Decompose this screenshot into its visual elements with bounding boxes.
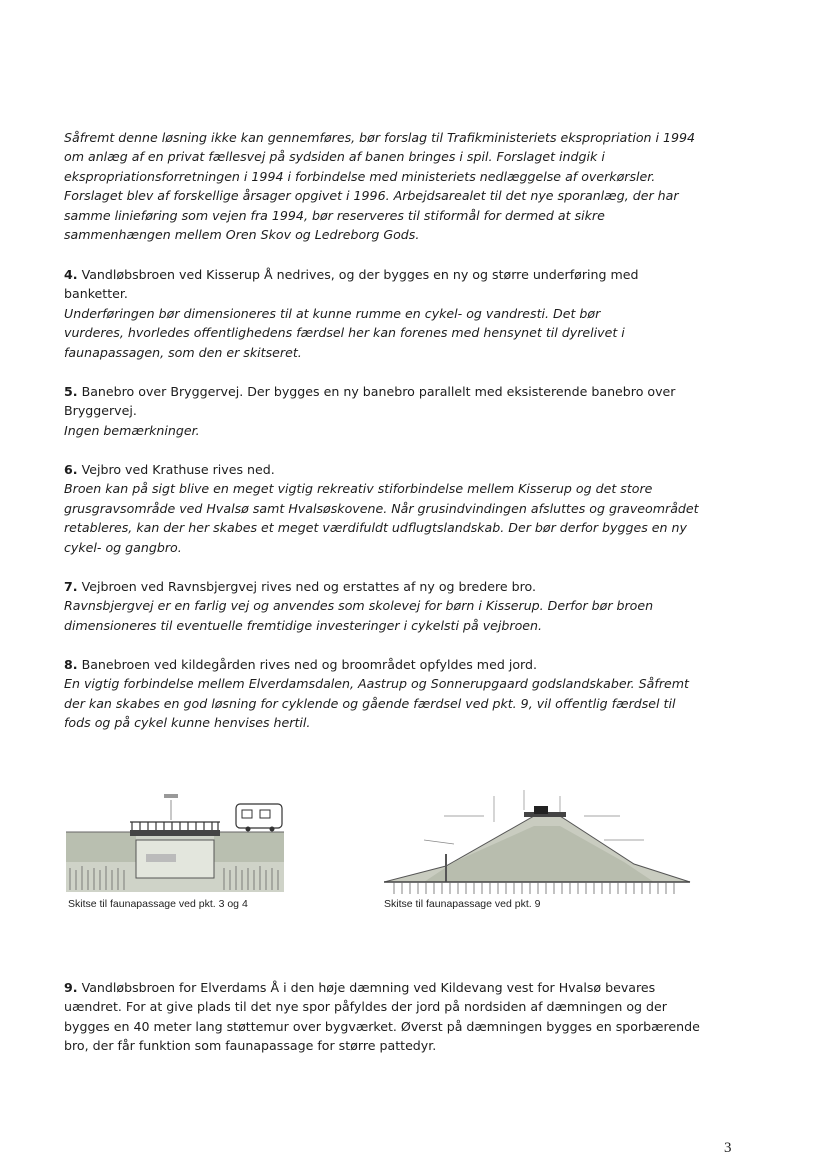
item-comment-line: grusgravsområde ved Hvalsø samt Hvalsøskovene. Når grusindvindingen afsluttes og graveområdet: [64, 500, 699, 516]
item-comment-line: retableres, kan der her skabes et meget værdifuldt udflugtslandskab. Der bør derfor bygges en ny: [64, 520, 687, 536]
item-text-line: uændret. For at give plads til det nye spor påfyldes der jord på nordsiden af dæmningen og der: [64, 999, 667, 1015]
intro-line: ekspropriationsforretningen i 1994 i forbindelse med ministeriets nedlæggelse af overkørsler.: [64, 168, 656, 184]
train-icon: [236, 804, 282, 832]
intro-line: samme linieføring som vejen fra 1994, bør reserveres til stiformål for dermed at sikre: [64, 207, 605, 223]
bridge-deck: [130, 830, 220, 836]
item-text-line: bro, der får funktion som faunapassage for større pattedyr.: [64, 1038, 437, 1054]
item-6-text: [64, 460, 754, 479]
item-9-text: [64, 978, 754, 997]
item-text-line: bygges en 40 meter lang støttemur over bygværket. Øverst på dæmningen bygges en sporbærende: [64, 1018, 700, 1034]
item-comment-line: dimensioneres til eventuelle fremtidige investeringer i cykelsti på vejbroen.: [64, 617, 543, 633]
embankment-sketch: [384, 782, 694, 894]
item-8: [64, 655, 754, 733]
item-number: 6.: [64, 462, 78, 477]
item-comment-line: Underføringen bør dimensioneres til at kunne rumme en cykel- og vandresti. Det bør: [64, 305, 601, 321]
intro-paragraph: [64, 128, 754, 244]
item-text-line: Bryggervej.: [64, 403, 137, 419]
intro-line: sammenhængen mellem Oren Skov og Ledreborg Gods.: [64, 227, 420, 243]
label-mark: [164, 794, 178, 798]
item-8-text: [64, 655, 754, 674]
culvert-label-box: [146, 854, 176, 862]
item-7-text: [64, 577, 754, 596]
item-comment-line: cykel- og gangbro.: [64, 539, 182, 555]
intro-line: Forslaget blev af forskellige årsager opgivet i 1996. Arbejdsarealet til det nye sporanlæg, der har: [64, 188, 679, 204]
item-text: Vejbro ved Krathuse rives ned.: [77, 462, 275, 477]
item-4: [64, 265, 754, 362]
intro-line: om anlæg af en privat fællesvej på sydsiden af banen bringes i spil. Forslaget indgik i: [64, 149, 605, 165]
item-comment-line: vurderes, hvorledes offentlighedens færdsel her kan forenes med hensynet til dyrelivet i: [64, 325, 625, 341]
item-comment-line: faunapassagen, som den er skitseret.: [64, 344, 302, 360]
item-number: 4.: [64, 267, 78, 282]
item-comment-line: Broen kan på sigt blive en meget vigtig rekreativ stiforbindelse mellem Kisserup og det store: [64, 481, 653, 497]
item-text: Banebro over Bryggervej. Der bygges en ny banebro parallelt med eksisterende banebro over: [77, 384, 676, 399]
item-5: [64, 382, 754, 440]
item-comment-line: En vigtig forbindelse mellem Elverdamsdalen, Aastrup og Sonnerupgaard godslandskaber. Såfremt: [64, 676, 689, 692]
underpass-sketch: [64, 780, 286, 892]
track-rail: [534, 806, 548, 814]
item-number: 5.: [64, 384, 78, 399]
item-number: 9.: [64, 980, 78, 995]
item-6: [64, 460, 754, 557]
embankment-left: [66, 832, 136, 862]
item-comment-line: der kan skabes en god løsning for cyklende og gående færdsel ved pkt. 9, vil offentlig færdsel til: [64, 695, 676, 711]
item-comment-line: Ravnsbjergvej er en farlig vej og anvendes som skolevej for børn i Kisserup. Derfor bør broen: [64, 598, 654, 614]
item-comment-line: fods og på cykel kunne henvises hertil.: [64, 715, 311, 731]
item-text: Vandløbsbroen for Elverdams Å i den høje dæmning ved Kildevang vest for Hvalsø bevares: [77, 980, 656, 995]
item-text: Vandløbsbroen ved Kisserup Å nedrives, og der bygges en ny og større underføring med: [77, 267, 639, 282]
item-number: 7.: [64, 579, 78, 594]
item-4-text: [64, 265, 754, 284]
item-7: [64, 577, 754, 635]
railing: [130, 822, 220, 830]
item-text: Vejbroen ved Ravnsbjergvej rives ned og erstattes af ny og bredere bro.: [77, 579, 536, 594]
item-9: [64, 978, 754, 1056]
item-number: 8.: [64, 657, 78, 672]
item-text-line: banketter.: [64, 286, 128, 302]
item-comment-line: Ingen bemærkninger.: [64, 422, 200, 438]
embankment-right: [214, 832, 284, 862]
item-5-text: [64, 382, 754, 401]
right-figure-caption: Skitse til faunapassage ved pkt. 9: [384, 898, 541, 910]
page-number: 3: [724, 1140, 732, 1156]
item-text: Banebroen ved kildegården rives ned og broområdet opfyldes med jord.: [77, 657, 537, 672]
vegetation: [394, 882, 674, 894]
left-figure-caption: Skitse til faunapassage ved pkt. 3 og 4: [68, 898, 248, 910]
intro-line: Såfremt denne løsning ikke kan gennemføres, bør forslag til Trafikministeriets ekspropriation i 1994: [64, 130, 696, 145]
